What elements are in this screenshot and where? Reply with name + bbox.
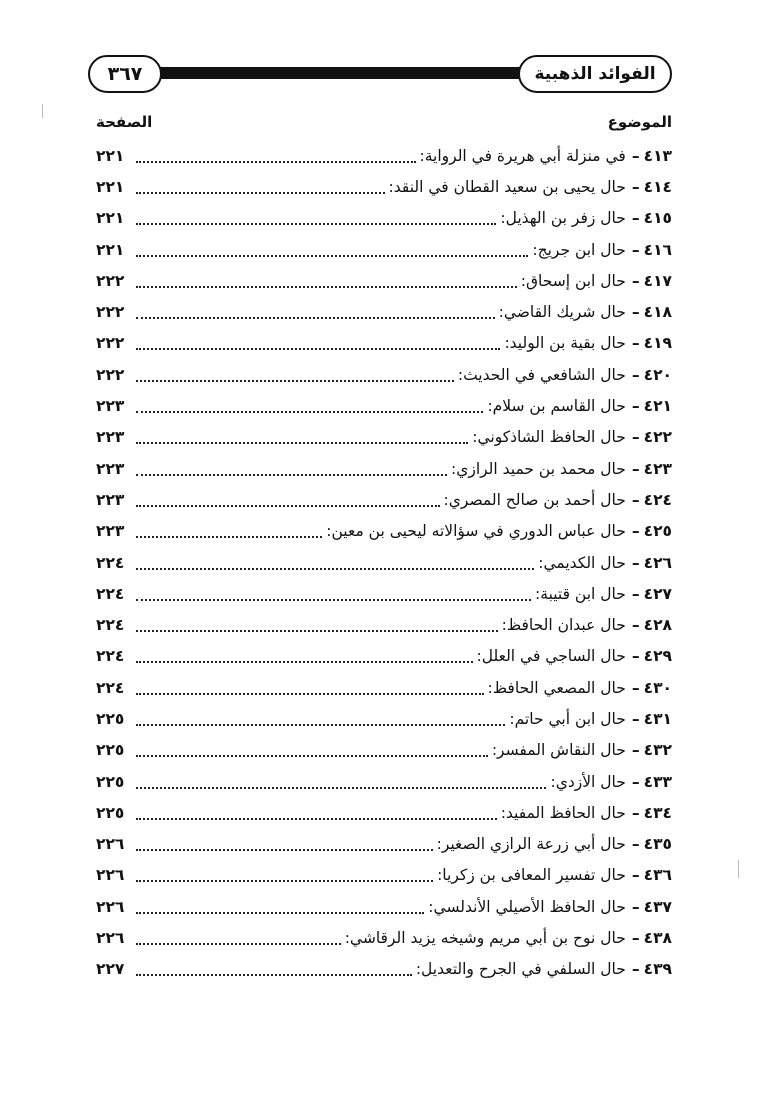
entry-title: حال شريك القاضي: (498, 303, 626, 322)
dot-leader (136, 849, 433, 851)
dot-leader (136, 912, 424, 914)
entry-number: ٤٣١ (643, 709, 672, 728)
entry-title: في منزلة أبي هريرة في الرواية: (419, 146, 626, 165)
toc-entry (96, 641, 672, 672)
toc-entry (96, 390, 672, 421)
entry-dash: – (631, 929, 640, 948)
header-rule (148, 67, 542, 79)
table-of-contents (96, 140, 672, 985)
entry-title: حال أبي زرعة الرازي الصغير: (436, 835, 626, 854)
toc-entry (96, 766, 672, 797)
entry-page: ٢٢٣ (96, 490, 125, 509)
toc-entry (96, 922, 672, 953)
toc-entry (96, 265, 672, 296)
toc-entry (96, 359, 672, 390)
toc-entry (96, 609, 672, 640)
entry-dash: – (631, 803, 640, 822)
entry-dash: – (631, 522, 640, 541)
entry-title: حال محمد بن حميد الرازي: (450, 459, 626, 478)
entry-title: حال يحيى بن سعيد القطان في النقد: (388, 177, 626, 196)
entry-page: ٢٢٢ (96, 303, 125, 322)
margin-mark (42, 104, 43, 118)
entry-title: حال عباس الدوري في سؤالاته ليحيى بن معين: (326, 522, 626, 541)
toc-entry (96, 735, 672, 766)
entry-page: ٢٢٤ (96, 584, 125, 603)
entry-dash: – (631, 616, 640, 635)
entry-page: ٢٢٢ (96, 334, 125, 353)
entry-page: ٢٢٦ (96, 866, 125, 885)
entry-title: حال الأزدي: (550, 772, 626, 791)
margin-mark (738, 860, 739, 878)
entry-number: ٤٣٢ (643, 741, 672, 760)
entry-page: ٢٢٥ (96, 741, 125, 760)
dot-leader (136, 818, 497, 820)
entry-page: ٢٢٣ (96, 397, 125, 416)
toc-entry (96, 547, 672, 578)
toc-entry (96, 484, 672, 515)
entry-dash: – (631, 177, 640, 196)
toc-entry (96, 578, 672, 609)
toc-entry (96, 422, 672, 453)
entry-number: ٤٢٢ (643, 428, 672, 447)
entry-number: ٤٢٨ (643, 616, 672, 635)
dot-leader (136, 223, 496, 225)
toc-entry (96, 672, 672, 703)
entry-page: ٢٢١ (96, 177, 125, 196)
entry-title: حال الحافظ الشاذكوني: (472, 428, 626, 447)
page-column-header: الصفحة (96, 113, 153, 131)
entry-title: حال الكديمي: (538, 553, 626, 572)
entry-page: ٢٢٥ (96, 803, 125, 822)
entry-page: ٢٢٣ (96, 522, 125, 541)
dot-leader (136, 630, 498, 632)
entry-page: ٢٢٢ (96, 271, 125, 290)
dot-leader (136, 505, 440, 507)
running-header (88, 52, 672, 96)
entry-dash: – (631, 835, 640, 854)
entry-page: ٢٢٢ (96, 365, 125, 384)
entry-title: حال نوح بن أبي مريم وشيخه يزيد الرقاشي: (344, 929, 626, 948)
dot-leader (136, 348, 500, 350)
entry-dash: – (631, 490, 640, 509)
dot-leader (136, 161, 416, 163)
entry-page: ٢٢٣ (96, 459, 125, 478)
entry-dash: – (631, 647, 640, 666)
entry-page: ٢٢٦ (96, 929, 125, 948)
dot-leader (136, 787, 546, 789)
entry-title: حال الساجي في العلل: (476, 647, 626, 666)
dot-leader (136, 599, 531, 601)
entry-number: ٤٣٦ (643, 866, 672, 885)
entry-title: حال ابن قتيبة: (535, 584, 626, 603)
entry-number: ٤٢٣ (643, 459, 672, 478)
dot-leader (136, 724, 505, 726)
entry-number: ٤١٩ (643, 334, 672, 353)
entry-page: ٢٢٣ (96, 428, 125, 447)
entry-number: ٤١٧ (643, 271, 672, 290)
entry-page: ٢٢٤ (96, 678, 125, 697)
entry-number: ٤٢١ (643, 397, 672, 416)
entry-dash: – (631, 303, 640, 322)
entry-page: ٢٢٥ (96, 772, 125, 791)
entry-dash: – (631, 960, 640, 979)
entry-page: ٢٢٥ (96, 709, 125, 728)
entry-title: حال الحافظ الأصيلي الأندلسي: (428, 897, 626, 916)
entry-number: ٤١٨ (643, 303, 672, 322)
entry-dash: – (631, 397, 640, 416)
entry-dash: – (631, 459, 640, 478)
entry-page: ٢٢٤ (96, 647, 125, 666)
entry-dash: – (631, 146, 640, 165)
dot-leader (136, 693, 484, 695)
dot-leader (136, 380, 454, 382)
entry-title: حال النقاش المفسر: (491, 741, 626, 760)
dot-leader (136, 192, 385, 194)
entry-title: حال المصعي الحافظ: (487, 678, 626, 697)
entry-dash: – (631, 897, 640, 916)
toc-entry (96, 703, 672, 734)
entry-page: ٢٢٧ (96, 960, 125, 979)
topic-column-header: الموضوع (607, 113, 672, 131)
entry-title: حال عبدان الحافظ: (501, 616, 626, 635)
toc-entry (96, 453, 672, 484)
entry-page: ٢٢١ (96, 146, 125, 165)
entry-title: حال ابن إسحاق: (520, 271, 626, 290)
entry-number: ٤٣٧ (643, 897, 672, 916)
entry-title: حال القاسم بن سلام: (487, 397, 626, 416)
dot-leader (136, 286, 517, 288)
entry-dash: – (631, 553, 640, 572)
entry-number: ٤١٣ (643, 146, 672, 165)
toc-entry (96, 797, 672, 828)
entry-number: ٤٢٧ (643, 584, 672, 603)
dot-leader (136, 568, 534, 570)
entry-number: ٤١٥ (643, 209, 672, 228)
entry-dash: – (631, 741, 640, 760)
dot-leader (136, 943, 341, 945)
entry-title: حال أحمد بن صالح المصري: (443, 490, 626, 509)
entry-dash: – (631, 678, 640, 697)
entry-number: ٤٣٨ (643, 929, 672, 948)
entry-title: حال الحافظ المفيد: (500, 803, 626, 822)
entry-dash: – (631, 709, 640, 728)
entry-number: ٤٢٤ (643, 490, 672, 509)
dot-leader (136, 755, 488, 757)
entry-page: ٢٢٦ (96, 897, 125, 916)
entry-number: ٤٣٤ (643, 803, 672, 822)
entry-number: ٤٢٩ (643, 647, 672, 666)
toc-entry (96, 234, 672, 265)
dot-leader (136, 255, 528, 257)
entry-number: ٤٣٩ (643, 960, 672, 979)
entry-dash: – (631, 209, 640, 228)
column-headers (96, 110, 672, 134)
toc-entry (96, 829, 672, 860)
book-title: الفوائد الذهبية (518, 55, 672, 93)
page-number: ٣٦٧ (88, 55, 162, 93)
entry-dash: – (631, 271, 640, 290)
dot-leader (136, 536, 322, 538)
entry-title: حال الشافعي في الحديث: (457, 365, 626, 384)
dot-leader (136, 974, 412, 976)
entry-number: ٤١٤ (643, 177, 672, 196)
entry-number: ٤٣٥ (643, 835, 672, 854)
entry-number: ٤٢٠ (643, 365, 672, 384)
toc-entry (96, 891, 672, 922)
entry-dash: – (631, 365, 640, 384)
entry-number: ٤٢٥ (643, 522, 672, 541)
dot-leader (136, 474, 447, 476)
entry-dash: – (631, 240, 640, 259)
entry-page: ٢٢٤ (96, 616, 125, 635)
entry-dash: – (631, 866, 640, 885)
entry-page: ٢٢٦ (96, 835, 125, 854)
dot-leader (136, 880, 433, 882)
entry-title: حال بقية بن الوليد: (504, 334, 626, 353)
dot-leader (136, 661, 473, 663)
toc-entry (96, 328, 672, 359)
toc-entry (96, 140, 672, 171)
toc-entry (96, 516, 672, 547)
entry-number: ٤٣٣ (643, 772, 672, 791)
entry-title: حال ابن جريج: (532, 240, 626, 259)
entry-title: حال ابن أبي حاتم: (509, 709, 626, 728)
entry-dash: – (631, 772, 640, 791)
toc-entry (96, 296, 672, 327)
entry-page: ٢٢٤ (96, 553, 125, 572)
toc-entry (96, 171, 672, 202)
entry-title: حال زفر بن الهذيل: (500, 209, 626, 228)
dot-leader (136, 317, 495, 319)
entry-page: ٢٢١ (96, 209, 125, 228)
entry-dash: – (631, 428, 640, 447)
dot-leader (136, 411, 483, 413)
entry-number: ٤٢٦ (643, 553, 672, 572)
dot-leader (136, 442, 468, 444)
toc-entry (96, 203, 672, 234)
entry-number: ٤٣٠ (643, 678, 672, 697)
entry-title: حال السلفي في الجرح والتعديل: (415, 960, 626, 979)
entry-page: ٢٢١ (96, 240, 125, 259)
toc-entry (96, 860, 672, 891)
entry-dash: – (631, 584, 640, 603)
entry-dash: – (631, 334, 640, 353)
entry-number: ٤١٦ (643, 240, 672, 259)
entry-title: حال تفسير المعافى بن زكريا: (437, 866, 626, 885)
toc-entry (96, 954, 672, 985)
